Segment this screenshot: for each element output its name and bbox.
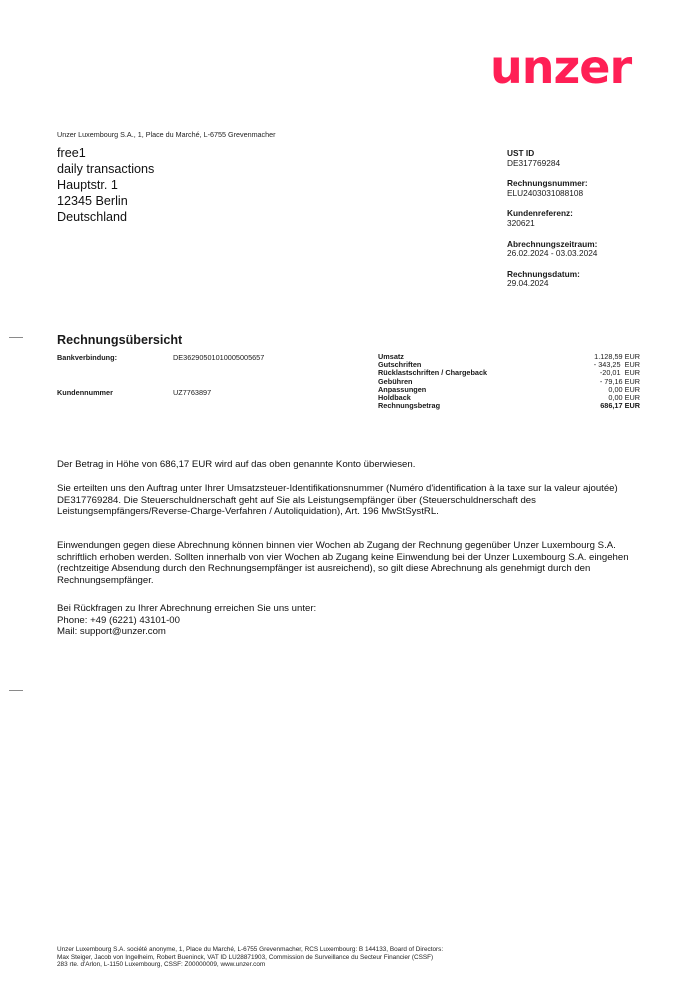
meta-vat-id <box>507 149 597 168</box>
bank-account-row <box>57 353 317 363</box>
meta-label: Kundenreferenz: <box>507 208 573 219</box>
bank-account-value: DE36290501010005005657 <box>173 353 265 362</box>
meta-value: 320621 <box>507 217 535 228</box>
summary-row-adjustments <box>378 386 640 394</box>
summary-label: Anpassungen <box>378 384 427 394</box>
meta-label: Abrechnungszeitraum: <box>507 238 598 249</box>
meta-invoice-date <box>507 270 597 289</box>
summary-row-total <box>378 402 640 410</box>
bank-account-label: Bankverbindung: <box>57 353 117 362</box>
summary-label: Rücklastschriften / Chargeback <box>378 368 488 378</box>
recipient-street: Hauptstr. 1 <box>57 178 118 192</box>
meta-value: 26.02.2024 - 03.03.2024 <box>507 248 598 259</box>
summary-label: Gutschriften <box>378 360 422 370</box>
invoice-summary <box>378 353 640 410</box>
summary-amount: -20,01 EUR <box>599 368 640 378</box>
invoice-meta <box>507 149 597 300</box>
summary-amount: - 343,25 EUR <box>593 360 640 370</box>
summary-amount: 686,17 EUR <box>600 401 640 411</box>
fold-mark-bottom <box>9 690 23 691</box>
footer-line: Unzer Luxembourg S.A. société anonyme, 1, Place du Marché, L-6755 Grevenmacher, RCS Luxembourg: B 144133, Board of Directors: <box>57 946 444 953</box>
legal-footer <box>57 946 557 969</box>
contact-mail[interactable]: Mail: support@unzer.com <box>57 626 166 638</box>
unzer-logo: unzer <box>490 40 632 94</box>
summary-amount: 0,00 EUR <box>608 384 640 394</box>
meta-invoice-number <box>507 179 597 198</box>
customer-number-label: Kundennummer <box>57 388 113 397</box>
summary-amount: 0,00 EUR <box>608 393 640 403</box>
recipient-city: 12345 Berlin <box>57 194 128 208</box>
customer-number-value: UZ7763897 <box>173 388 212 397</box>
meta-value: DE317769284 <box>507 157 561 168</box>
fold-mark-top <box>9 337 23 338</box>
overview-title: Rechnungsübersicht <box>57 333 183 347</box>
reverse-charge-notice: Sie erteilten uns den Auftrag unter Ihrer Umsatzsteuer-Identifikationsnummer (Numéro d'identification à la taxe sur la valeur ajoutée) DE317769284. Die Steuerschuldnerschaft geht auf Sie als Leistungsempfänger über (Steuerschuldnerschaft des Leistungsempfängers/Reverse-Charge-Verfahren / Autoliquidation), Art. 196 MwStSystRL. <box>57 483 618 518</box>
meta-value: 29.04.2024 <box>507 278 549 289</box>
footer-line: Max Steiger, Jacob von Ingelheim, Robert Bueninck, VAT ID LU28871903, Commission de Surveillance du Secteur Financier (CSSF) <box>57 953 434 961</box>
summary-label: Gebühren <box>378 376 413 386</box>
summary-amount: 1.128,59 EUR <box>594 352 640 361</box>
sender-address-line: Unzer Luxembourg S.A., 1, Place du Marché, L-6755 Grevenmacher <box>57 130 276 139</box>
recipient-line-2: daily transactions <box>57 162 155 176</box>
footer-line: 283 rte. d'Arlon, L-1150 Luxembourg, CSSF: Z00000009, www.unzer.com <box>57 961 266 969</box>
customer-number-row <box>57 388 317 398</box>
recipient-address <box>57 145 154 225</box>
payout-notice: Der Betrag in Höhe von 686,17 EUR wird auf das oben genannte Konto überwiesen. <box>57 459 416 470</box>
meta-customer-reference <box>507 209 597 228</box>
meta-billing-period <box>507 240 597 259</box>
meta-label: UST ID <box>507 148 535 158</box>
contact-intro: Bei Rückfragen zu Ihrer Abrechnung erreichen Sie uns unter: <box>57 603 317 614</box>
summary-label: Holdback <box>378 393 411 403</box>
summary-amount: - 79,16 EUR <box>599 376 640 386</box>
meta-label: Rechnungsdatum: <box>507 268 580 279</box>
meta-value: ELU2403031088108 <box>507 187 584 198</box>
summary-label: Umsatz <box>378 352 404 361</box>
contact-block <box>57 603 642 638</box>
recipient-country: Deutschland <box>57 210 128 224</box>
meta-label: Rechnungsnummer: <box>507 178 588 189</box>
summary-label: Rechnungsbetrag <box>378 401 441 411</box>
contact-phone: Phone: +49 (6221) 43101-00 <box>57 614 180 626</box>
recipient-name: free1 <box>57 146 86 160</box>
objection-notice: Einwendungen gegen diese Abrechnung können binnen vier Wochen ab Zugang der Rechnung gegenüber Unzer Luxembourg S.A. schriftlich erhoben werden. Sollten innerhalb von vier Wochen ab Zugang keine Einwendung bei der Unzer Luxembourg S.A. eingehen (rechtzeitige Absendung durch den Rechnungsempfänger ist ausreichend), so gilt diese Abrechnung als genehmigt durch den Rechnungsempfänger. <box>57 540 629 586</box>
